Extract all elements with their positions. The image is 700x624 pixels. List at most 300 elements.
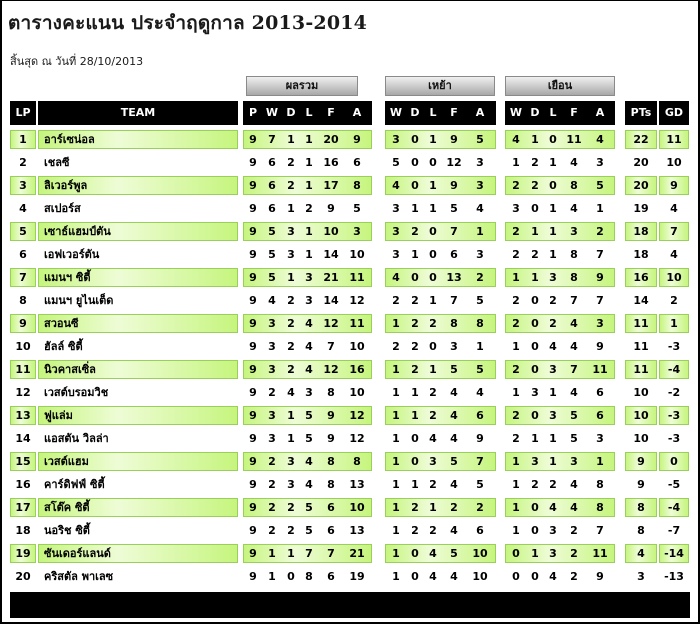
cell-home-w: 4 xyxy=(392,271,400,284)
cell-p: 9 xyxy=(249,432,257,445)
cell-p: 9 xyxy=(249,133,257,146)
cell-w: 5 xyxy=(268,225,276,238)
cell-d: 2 xyxy=(287,294,295,307)
header-away xyxy=(505,101,615,125)
cell-home-d: 2 xyxy=(411,225,419,238)
cell-away-l: 2 xyxy=(549,294,557,307)
cell-d: 3 xyxy=(287,225,295,238)
cell-pos: 17 xyxy=(15,501,31,514)
cell-gd: -2 xyxy=(667,386,681,399)
cell-l: 1 xyxy=(305,248,313,261)
cell-home-w: 2 xyxy=(392,294,400,307)
cell-pos: 16 xyxy=(15,478,31,491)
cell-away-w: 2 xyxy=(512,179,520,192)
cell-home-f: 7 xyxy=(450,225,458,238)
cell-away-w: 1 xyxy=(512,478,520,491)
cell-l: 5 xyxy=(305,501,313,514)
col-lp: LP xyxy=(15,106,31,119)
cell-home-d: 2 xyxy=(411,524,419,537)
cell-home-w: 1 xyxy=(392,570,400,583)
cell-f: 7 xyxy=(327,340,335,353)
cell-d: 0 xyxy=(287,570,295,583)
cell-pts: 20 xyxy=(633,156,649,169)
cell-home-a: 3 xyxy=(476,156,484,169)
cell-w: 3 xyxy=(268,409,276,422)
cell-pts: 8 xyxy=(637,524,645,537)
cell-f: 10 xyxy=(323,225,339,238)
cell-home-l: 2 xyxy=(429,524,437,537)
cell-gd: -3 xyxy=(667,409,681,422)
cell-away-f: 4 xyxy=(570,478,578,491)
cell-team: นอริช ซิตี้ xyxy=(44,524,90,537)
cell-d: 3 xyxy=(287,478,295,491)
col-f: F xyxy=(327,106,335,119)
cell-l: 3 xyxy=(305,386,313,399)
cell-pos: 19 xyxy=(15,547,31,560)
cell-gd: -3 xyxy=(667,432,681,445)
cell-home-f: 7 xyxy=(450,294,458,307)
cell-home-w: 3 xyxy=(392,225,400,238)
cell-home-f: 4 xyxy=(450,386,458,399)
cell-gd: -7 xyxy=(667,524,681,537)
cell-home-d: 2 xyxy=(411,501,419,514)
cell-pts: 19 xyxy=(633,202,649,215)
cell-a: 12 xyxy=(349,294,365,307)
cell-away-f: 11 xyxy=(566,133,582,146)
cell-p: 9 xyxy=(249,386,257,399)
header-pts xyxy=(625,101,657,125)
cell-a: 9 xyxy=(353,133,361,146)
cell-home-l: 4 xyxy=(429,547,437,560)
cell-f: 7 xyxy=(327,547,335,560)
cell-pos: 4 xyxy=(19,202,27,215)
cell-pts: 14 xyxy=(633,294,649,307)
cell-team: เชลซี xyxy=(44,156,70,169)
cell-pos: 20 xyxy=(15,570,31,583)
cell-away-w: 0 xyxy=(512,547,520,560)
cell-home-f: 2 xyxy=(450,501,458,514)
cell-away-d: 2 xyxy=(531,179,539,192)
cell-home-w: 4 xyxy=(392,179,400,192)
cell-away-l: 3 xyxy=(549,524,557,537)
cell-away-l: 2 xyxy=(549,317,557,330)
cell-away-w: 0 xyxy=(512,570,520,583)
cell-home-a: 4 xyxy=(476,386,484,399)
cell-l: 3 xyxy=(305,294,313,307)
cell-home-f: 5 xyxy=(450,547,458,560)
cell-away-a: 1 xyxy=(596,202,604,215)
cell-home-w: 1 xyxy=(392,409,400,422)
cell-home-l: 2 xyxy=(429,386,437,399)
cell-f: 8 xyxy=(327,478,335,491)
col-a: A xyxy=(352,106,362,119)
table-row xyxy=(10,496,688,519)
cell-away-d: 0 xyxy=(531,202,539,215)
cell-p: 9 xyxy=(249,547,257,560)
cell-home-f: 4 xyxy=(450,478,458,491)
cell-pos: 6 xyxy=(19,248,27,261)
cell-home-d: 2 xyxy=(411,340,419,353)
cell-away-l: 1 xyxy=(549,156,557,169)
cell-home-w: 3 xyxy=(392,248,400,261)
cell-a: 8 xyxy=(353,455,361,468)
cell-pos: 3 xyxy=(19,179,27,192)
cell-l: 7 xyxy=(305,547,313,560)
cell-away-a: 3 xyxy=(596,432,604,445)
cell-away-f: 2 xyxy=(570,547,578,560)
cell-away-l: 1 xyxy=(549,202,557,215)
cell-a: 10 xyxy=(349,248,365,261)
cell-home-a: 2 xyxy=(476,501,484,514)
cell-home-d: 2 xyxy=(411,317,419,330)
cell-w: 1 xyxy=(268,547,276,560)
cell-away-l: 3 xyxy=(549,271,557,284)
cell-gd: 0 xyxy=(670,455,678,468)
cell-gd: 1 xyxy=(670,317,678,330)
cell-p: 9 xyxy=(249,340,257,353)
col-l: L xyxy=(305,106,313,119)
cell-home-w: 1 xyxy=(392,455,400,468)
cell-home-l: 2 xyxy=(429,478,437,491)
cell-a: 10 xyxy=(349,501,365,514)
cell-away-f: 8 xyxy=(570,271,578,284)
updated-date: สิ้นสุด ณ วันที่ 28/10/2013 xyxy=(10,55,144,68)
cell-home-f: 12 xyxy=(446,156,462,169)
cell-away-d: 2 xyxy=(531,248,539,261)
cell-home-d: 0 xyxy=(411,179,419,192)
cell-f: 8 xyxy=(327,455,335,468)
cell-away-f: 2 xyxy=(570,570,578,583)
cell-team: คริสตัล พาเลซ xyxy=(44,570,114,583)
cell-away-d: 0 xyxy=(531,570,539,583)
col-w: W xyxy=(265,106,279,119)
cell-home-w: 1 xyxy=(392,363,400,376)
cell-away-w: 2 xyxy=(512,317,520,330)
cell-away-w: 1 xyxy=(512,340,520,353)
cell-away-f: 8 xyxy=(570,248,578,261)
cell-gd: 4 xyxy=(670,248,678,261)
cell-home-w: 1 xyxy=(392,478,400,491)
cell-a: 3 xyxy=(353,225,361,238)
cell-home-l: 1 xyxy=(429,133,437,146)
cell-pos: 13 xyxy=(15,409,31,422)
group-overall-label: ผลรวม xyxy=(246,76,358,96)
col-home-f: F xyxy=(450,106,458,119)
cell-home-d: 0 xyxy=(411,156,419,169)
cell-d: 1 xyxy=(287,133,295,146)
cell-away-d: 2 xyxy=(531,156,539,169)
cell-away-f: 4 xyxy=(570,202,578,215)
cell-w: 1 xyxy=(268,570,276,583)
cell-away-a: 7 xyxy=(596,248,604,261)
cell-away-d: 1 xyxy=(531,547,539,560)
cell-w: 2 xyxy=(268,478,276,491)
cell-pts: 8 xyxy=(637,501,645,514)
cell-home-a: 1 xyxy=(476,340,484,353)
cell-a: 6 xyxy=(353,156,361,169)
cell-pos: 11 xyxy=(15,363,31,376)
cell-away-d: 0 xyxy=(531,524,539,537)
cell-gd: 11 xyxy=(666,133,682,146)
cell-l: 1 xyxy=(305,156,313,169)
cell-team: ซันเดอร์แลนด์ xyxy=(44,547,111,560)
cell-home-a: 10 xyxy=(472,570,488,583)
cell-team: แมนฯ ซิตี้ xyxy=(44,271,91,284)
cell-home-f: 4 xyxy=(450,432,458,445)
cell-pts: 10 xyxy=(633,409,649,422)
cell-away-w: 1 xyxy=(512,386,520,399)
cell-w: 3 xyxy=(268,317,276,330)
header-gd xyxy=(659,101,689,125)
table-row xyxy=(10,312,688,335)
cell-pts: 10 xyxy=(633,386,649,399)
cell-d: 2 xyxy=(287,340,295,353)
cell-away-f: 4 xyxy=(570,340,578,353)
table-row xyxy=(10,197,688,220)
cell-p: 9 xyxy=(249,317,257,330)
cell-away-w: 2 xyxy=(512,432,520,445)
cell-p: 9 xyxy=(249,455,257,468)
cell-team: คาร์ดิฟฟ์ ซิตี้ xyxy=(44,478,105,491)
cell-gd: 10 xyxy=(666,156,682,169)
group-home-label: เหย้า xyxy=(385,76,495,96)
cell-home-f: 9 xyxy=(450,179,458,192)
cell-pts: 10 xyxy=(633,432,649,445)
cell-d: 3 xyxy=(287,455,295,468)
cell-away-a: 9 xyxy=(596,570,604,583)
cell-gd: -14 xyxy=(664,547,684,560)
cell-away-l: 1 xyxy=(549,386,557,399)
cell-home-w: 1 xyxy=(392,432,400,445)
cell-away-l: 1 xyxy=(549,248,557,261)
cell-w: 6 xyxy=(268,202,276,215)
cell-l: 4 xyxy=(305,317,313,330)
col-team: TEAM xyxy=(120,106,156,119)
cell-away-f: 4 xyxy=(570,501,578,514)
cell-f: 20 xyxy=(323,133,339,146)
cell-pts: 3 xyxy=(637,570,645,583)
cell-a: 13 xyxy=(349,478,365,491)
cell-home-a: 4 xyxy=(476,202,484,215)
cell-d: 2 xyxy=(287,501,295,514)
cell-home-l: 0 xyxy=(429,248,437,261)
table-row xyxy=(10,565,688,588)
cell-home-d: 1 xyxy=(411,409,419,422)
cell-p: 9 xyxy=(249,156,257,169)
cell-away-a: 9 xyxy=(596,340,604,353)
cell-d: 2 xyxy=(287,156,295,169)
cell-l: 5 xyxy=(305,432,313,445)
cell-home-d: 0 xyxy=(411,133,419,146)
cell-home-l: 0 xyxy=(429,156,437,169)
cell-f: 9 xyxy=(327,409,335,422)
cell-home-a: 9 xyxy=(476,432,484,445)
cell-away-d: 2 xyxy=(531,478,539,491)
cell-home-l: 0 xyxy=(429,225,437,238)
cell-gd: -3 xyxy=(667,340,681,353)
cell-home-a: 5 xyxy=(476,133,484,146)
cell-away-l: 4 xyxy=(549,501,557,514)
col-home-l: L xyxy=(429,106,437,119)
cell-home-f: 8 xyxy=(450,317,458,330)
cell-p: 9 xyxy=(249,202,257,215)
cell-gd: -4 xyxy=(667,363,681,376)
cell-l: 8 xyxy=(305,570,313,583)
header-team xyxy=(38,101,238,125)
cell-pts: 11 xyxy=(633,340,649,353)
cell-w: 5 xyxy=(268,271,276,284)
cell-home-w: 2 xyxy=(392,340,400,353)
cell-home-w: 1 xyxy=(392,547,400,560)
cell-pts: 16 xyxy=(633,271,649,284)
cell-away-d: 3 xyxy=(531,455,539,468)
cell-team: ฟูแล่ม xyxy=(44,409,73,422)
cell-home-f: 9 xyxy=(450,133,458,146)
cell-team: นิวคาสเซิ่ล xyxy=(44,363,96,376)
col-away-d: D xyxy=(530,106,540,119)
cell-home-a: 2 xyxy=(476,271,484,284)
col-away-w: W xyxy=(509,106,523,119)
cell-pts: 11 xyxy=(633,317,649,330)
col-d: D xyxy=(286,106,296,119)
cell-l: 5 xyxy=(305,409,313,422)
cell-home-d: 2 xyxy=(411,363,419,376)
cell-away-f: 4 xyxy=(570,156,578,169)
cell-away-a: 11 xyxy=(592,547,608,560)
cell-home-w: 1 xyxy=(392,386,400,399)
cell-pos: 18 xyxy=(15,524,31,537)
col-home-a: A xyxy=(475,106,485,119)
cell-a: 11 xyxy=(349,317,365,330)
cell-w: 3 xyxy=(268,363,276,376)
cell-home-l: 1 xyxy=(429,202,437,215)
cell-home-l: 0 xyxy=(429,340,437,353)
cell-pos: 1 xyxy=(19,133,27,146)
cell-pts: 18 xyxy=(633,248,649,261)
cell-away-d: 1 xyxy=(531,432,539,445)
cell-pts: 18 xyxy=(633,225,649,238)
cell-pts: 22 xyxy=(633,133,649,146)
cell-w: 7 xyxy=(268,133,276,146)
cell-team: เวสต์บรอมวิช xyxy=(44,386,109,399)
cell-gd: -4 xyxy=(667,501,681,514)
cell-away-a: 2 xyxy=(596,225,604,238)
cell-w: 3 xyxy=(268,340,276,353)
cell-f: 6 xyxy=(327,570,335,583)
cell-home-d: 0 xyxy=(411,432,419,445)
cell-pts: 9 xyxy=(637,478,645,491)
group-away-label: เยือน xyxy=(505,76,615,96)
cell-away-f: 3 xyxy=(570,455,578,468)
cell-home-f: 4 xyxy=(450,524,458,537)
cell-p: 9 xyxy=(249,225,257,238)
cell-home-l: 1 xyxy=(429,501,437,514)
cell-pos: 7 xyxy=(19,271,27,284)
cell-home-f: 13 xyxy=(446,271,462,284)
cell-a: 12 xyxy=(349,432,365,445)
cell-home-a: 6 xyxy=(476,524,484,537)
cell-home-d: 1 xyxy=(411,478,419,491)
cell-home-l: 3 xyxy=(429,455,437,468)
table-row xyxy=(10,381,688,404)
cell-l: 4 xyxy=(305,363,313,376)
cell-pos: 10 xyxy=(15,340,31,353)
cell-away-d: 1 xyxy=(531,271,539,284)
cell-w: 5 xyxy=(268,248,276,261)
cell-l: 4 xyxy=(305,455,313,468)
cell-gd: 4 xyxy=(670,202,678,215)
cell-w: 3 xyxy=(268,432,276,445)
cell-away-w: 1 xyxy=(512,524,520,537)
cell-p: 9 xyxy=(249,271,257,284)
cell-away-f: 5 xyxy=(570,432,578,445)
cell-l: 1 xyxy=(305,133,313,146)
cell-home-f: 5 xyxy=(450,202,458,215)
cell-home-d: 1 xyxy=(411,386,419,399)
cell-away-a: 6 xyxy=(596,409,604,422)
cell-d: 1 xyxy=(287,202,295,215)
cell-team: ลิเวอร์พูล xyxy=(44,179,88,192)
cell-home-d: 1 xyxy=(411,248,419,261)
cell-home-l: 2 xyxy=(429,409,437,422)
cell-home-a: 10 xyxy=(472,547,488,560)
cell-home-a: 1 xyxy=(476,225,484,238)
cell-home-a: 3 xyxy=(476,248,484,261)
cell-team: ฮัลล์ ซิตี้ xyxy=(44,340,83,353)
cell-away-a: 8 xyxy=(596,501,604,514)
cell-away-a: 7 xyxy=(596,294,604,307)
cell-away-f: 8 xyxy=(570,179,578,192)
cell-team: เอฟเวอร์ตัน xyxy=(44,248,100,261)
cell-home-f: 4 xyxy=(450,570,458,583)
cell-away-f: 4 xyxy=(570,317,578,330)
table-row xyxy=(10,358,688,381)
cell-away-d: 0 xyxy=(531,363,539,376)
cell-away-a: 7 xyxy=(596,524,604,537)
cell-home-a: 7 xyxy=(476,455,484,468)
cell-home-a: 6 xyxy=(476,409,484,422)
cell-l: 1 xyxy=(305,225,313,238)
cell-a: 16 xyxy=(349,363,365,376)
cell-f: 12 xyxy=(323,317,339,330)
col-gd: GD xyxy=(664,106,684,119)
table-row xyxy=(10,519,688,542)
cell-team: แมนฯ ยูไนเต็ด xyxy=(44,294,114,307)
cell-away-l: 1 xyxy=(549,432,557,445)
cell-away-f: 2 xyxy=(570,524,578,537)
cell-pos: 9 xyxy=(19,317,27,330)
cell-away-d: 0 xyxy=(531,340,539,353)
cell-d: 1 xyxy=(287,432,295,445)
cell-home-f: 5 xyxy=(450,455,458,468)
cell-home-l: 2 xyxy=(429,317,437,330)
cell-a: 10 xyxy=(349,340,365,353)
cell-away-l: 0 xyxy=(549,133,557,146)
page-title: ตารางคะแนน ประจำฤดูกาล 2013-2014 xyxy=(8,12,368,34)
cell-p: 9 xyxy=(249,248,257,261)
cell-home-f: 3 xyxy=(450,340,458,353)
cell-f: 21 xyxy=(323,271,339,284)
cell-pts: 9 xyxy=(637,455,645,468)
cell-d: 1 xyxy=(287,409,295,422)
cell-home-d: 0 xyxy=(411,271,419,284)
cell-p: 9 xyxy=(249,501,257,514)
cell-pts: 11 xyxy=(633,363,649,376)
cell-away-w: 1 xyxy=(512,455,520,468)
cell-f: 14 xyxy=(323,294,339,307)
cell-d: 1 xyxy=(287,271,295,284)
cell-away-w: 2 xyxy=(512,294,520,307)
